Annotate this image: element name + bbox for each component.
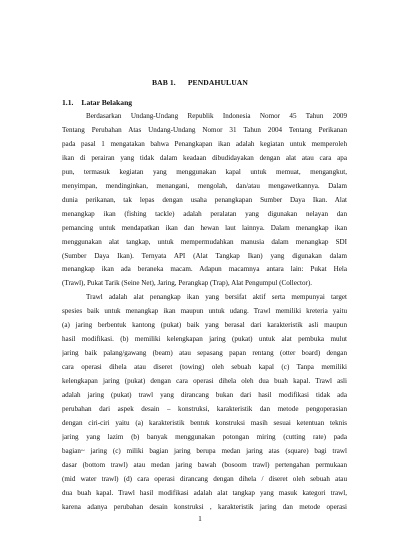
text-line: bagian~ jaring (c) miliki bagian jaring berupa medan jaring atas (square) bagi trawl — [62, 446, 347, 455]
text-line: Berdasarkan Undang-Undang Republik Indonesia Nomor 45 Tahun 2009 — [86, 112, 347, 120]
text-line: (Sumber Daya Ikan). Ternyata API (Alat Tangkap Ikan) yang digunakan dalam — [62, 251, 347, 260]
text-line: Trawl adalah alat penangkap ikan yang bersifat aktif serta mempunyai target — [86, 293, 347, 302]
text-line: ikan di perairan yang tidak dalam keadaan dibudidayakan dengan alat atau cara apa — [62, 153, 347, 162]
text-line: hasil modifikasi. (b) memiliki kelengkapan jaring (pukat) untuk alat pembuka mulut — [62, 335, 347, 344]
text-line: pun, termasuk kegiatan yang menggunakan kapal untuk memuat, mengangkut, — [62, 167, 347, 176]
text-line: pemancing untuk mendapatkan ikan dan hewan laut lainnya. Dalam menangkap ikan — [62, 223, 347, 232]
text-line: Tentang Perubahan Atas Undang-Undang Nomor 31 Tahun 2004 Tentang Perikanan — [62, 125, 347, 134]
chapter-title: PENDAHULUAN — [187, 78, 248, 87]
text-line: (Trawl), Pukat Tarik (Seine Net), Jaring, Perangkap (Trap), Alat Pengumpul (Collector). — [62, 279, 313, 288]
chapter-number: BAB 1. — [152, 78, 176, 87]
section-title: Latar Belakang — [81, 98, 133, 107]
text-line: pada pasal 1 mengatakan bahwa Penangkapan ikan adalah kegiatan untuk memperoleh — [62, 139, 347, 148]
text-line: dengan ciri-ciri yaitu (a) karakteristik bentuk konstruksi masih sesuai ketentuan teknis — [62, 418, 347, 427]
text-line: cara operasi dihela atau diseret (towing) oleh sebuah kapal (c) Tanpa memiliki — [62, 363, 347, 372]
text-line: spesies baik untuk menangkap ikan maupun untuk udang. Trawl memiliki kreteria yaitu — [62, 307, 347, 316]
section-number: 1.1. — [62, 98, 74, 107]
text-line: jaring yang lazim (b) banyak menggunakan potongan miring (cutting rate) pada — [62, 432, 347, 441]
text-line: menangkap ikan ada beraneka macam. Adapun macamnya antara lain: Pukat Hela — [62, 265, 347, 274]
section-heading — [62, 98, 132, 107]
text-line: kelengkapan jaring (pukat) dengan cara operasi dihela oleh dua buah kapal. Trawl asli — [62, 377, 347, 386]
text-line: menangkap ikan (fishing tackle) adalah peralatan yang digunakan nelayan dan — [62, 209, 347, 218]
text-line: (mid water trawl) (d) cara operasi dirancang dengan dihela / diseret oleh sebuah atau — [62, 474, 347, 483]
text-line: perubahan dari aspek desain – konstruksi, karakteristik dan metode pengoperasian — [62, 405, 347, 414]
text-line: dasar (bottom trawl) atau medan jaring bawah (bosoom trawl) pertengahan permukaan — [62, 460, 347, 469]
text-line: jaring baik palang/gawang (beam) atau sepasang papan rentang (otter board) dengan — [62, 349, 347, 358]
text-line: adalah jaring (pukat) trawl yang dirancang bukan dari hasil modifikasi tidak ada — [62, 391, 347, 400]
text-line: menyimpan, mendinginkan, menangani, mengolah, dan/atau mengawetkannya. Dalam — [62, 181, 347, 190]
text-line: (a) jaring berbentuk kantong (pukat) baik yang berasal dari karakteristik asli maupun — [62, 321, 347, 330]
page-number: 1 — [198, 514, 202, 523]
text-line: dunia perikanan, tak lepas dengan usaha penangkapan Sumber Daya Ikan. Alat — [62, 195, 347, 204]
text-line: karena adanya perubahan desain konstruksi , karakteristik jaring dan metode operasi — [62, 502, 347, 511]
text-line: dua buah kapal. Trawl hasil modifikasi adalah alat tangkap yang masuk kategori trawl, — [62, 488, 347, 497]
body-text — [62, 110, 347, 515]
text-line: menggunakan alat tangkap, untuk mempermudahkan manusia dalam menangkap SDI — [62, 237, 347, 246]
chapter-heading — [0, 78, 400, 87]
